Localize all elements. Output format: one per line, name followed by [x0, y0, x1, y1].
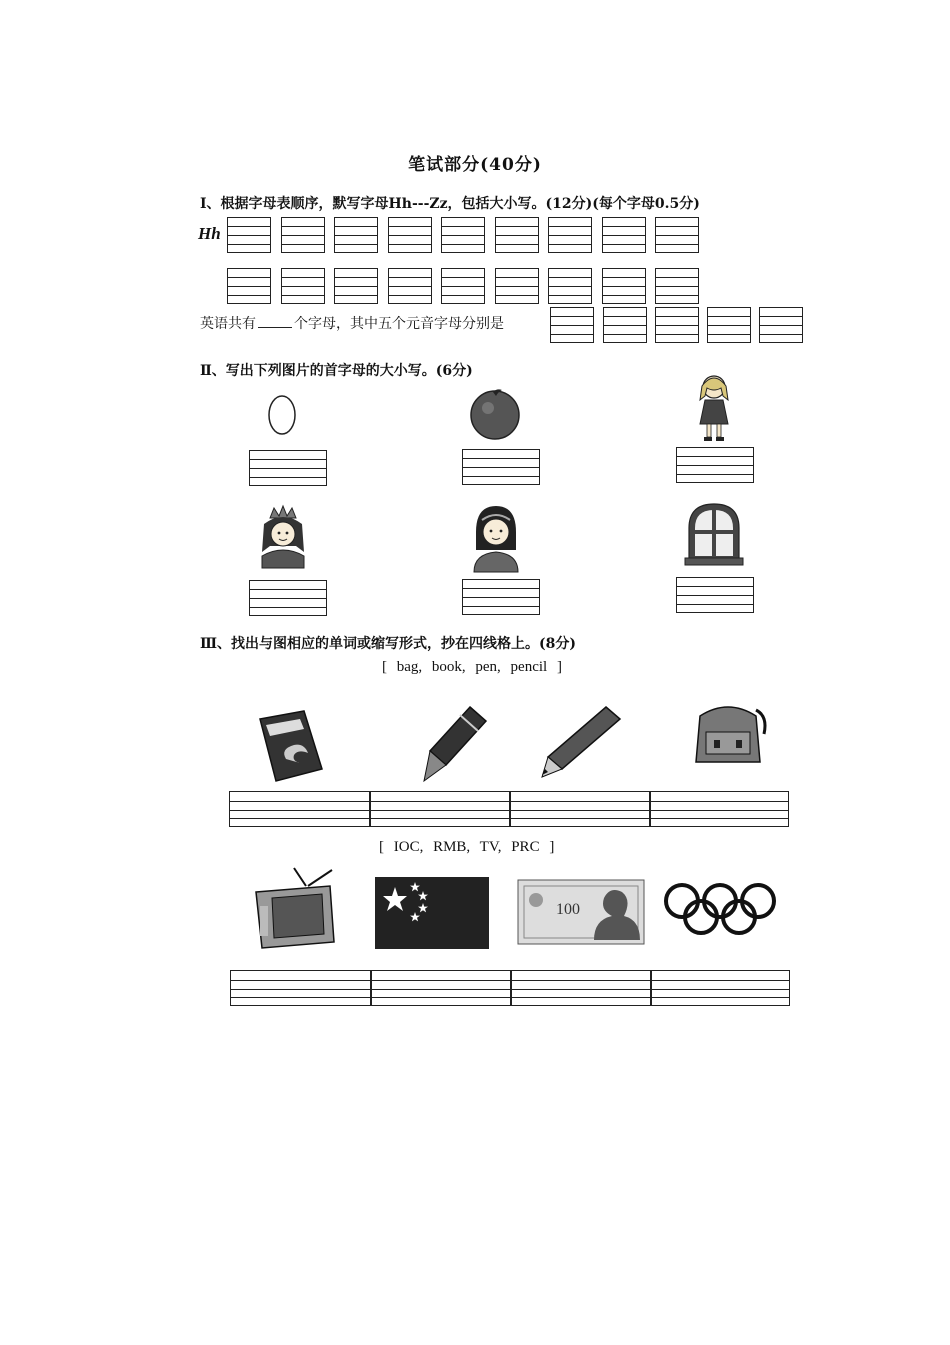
cell-divider [370, 971, 372, 1005]
letter-box[interactable] [602, 217, 646, 253]
cell-divider [369, 792, 371, 826]
orange-icon [466, 386, 524, 440]
letter-count-blank[interactable] [258, 327, 292, 328]
answer-row-1[interactable] [229, 791, 789, 827]
pencil-icon [540, 703, 624, 779]
letter-box[interactable] [227, 217, 271, 253]
vowel-box[interactable] [759, 307, 803, 343]
letter-box[interactable] [655, 268, 699, 304]
cell-divider [510, 971, 512, 1005]
letter-box[interactable] [548, 217, 592, 253]
section-3-heading: Ⅲ、找出与图相应的单词或缩写形式，抄在四线格上。(8分) [200, 636, 577, 652]
letter-box-woman[interactable] [462, 579, 540, 615]
vowel-sentence-before: 英语共有 [200, 316, 256, 332]
letter-box[interactable] [388, 268, 432, 304]
cell-divider [649, 792, 651, 826]
letter-box[interactable] [334, 268, 378, 304]
flag-icon [375, 877, 489, 949]
vowel-sentence [200, 313, 504, 333]
letter-box[interactable] [281, 217, 325, 253]
letter-box[interactable] [548, 268, 592, 304]
letter-box[interactable] [334, 217, 378, 253]
vowel-box[interactable] [603, 307, 647, 343]
window-icon [683, 500, 745, 568]
letter-box[interactable] [495, 268, 539, 304]
letter-box[interactable] [441, 217, 485, 253]
letter-box-queen[interactable] [249, 580, 327, 616]
letter-box[interactable] [495, 217, 539, 253]
section-2-heading: Ⅱ、写出下列图片的首字母的大小写。(6分) [200, 363, 473, 379]
word-bank-1: [ bag, book, pen, pencil ] [382, 659, 562, 675]
woman-icon [468, 502, 524, 574]
pen-icon [412, 703, 492, 785]
tv-icon [250, 866, 338, 950]
bag-icon [688, 696, 770, 770]
letter-box[interactable] [388, 217, 432, 253]
letter-box-girl[interactable] [676, 447, 754, 483]
egg-icon [265, 392, 299, 436]
vowel-sentence-after: 个字母，其中五个元音字母分别是 [294, 316, 504, 332]
olympic-rings-icon [662, 881, 778, 937]
word-bank-2: [ IOC, RMB, TV, PRC ] [379, 839, 555, 855]
letter-box[interactable] [602, 268, 646, 304]
book-icon [256, 709, 328, 783]
letter-box[interactable] [281, 268, 325, 304]
cell-divider [509, 792, 511, 826]
letter-box-orange[interactable] [462, 449, 540, 485]
section-1-heading: Ⅰ、根据字母表顺序，默写字母Hh---Zz，包括大小写。(12分)(每个字母0.5分) [200, 196, 700, 212]
hh-label: Hh [198, 224, 221, 243]
cell-divider [650, 971, 652, 1005]
letter-box[interactable] [227, 268, 271, 304]
banknote-value: 100 [556, 901, 580, 918]
letter-box[interactable] [441, 268, 485, 304]
letter-box-egg[interactable] [249, 450, 327, 486]
letter-box[interactable] [655, 217, 699, 253]
banknote-icon [518, 880, 644, 944]
vowel-box[interactable] [550, 307, 594, 343]
vowel-box[interactable] [707, 307, 751, 343]
vowel-box[interactable] [655, 307, 699, 343]
answer-row-2[interactable] [230, 970, 790, 1006]
letter-box-window[interactable] [676, 577, 754, 613]
girl-icon [694, 372, 734, 444]
page-title: 笔试部分(40分) [408, 155, 542, 175]
queen-icon [254, 504, 312, 570]
